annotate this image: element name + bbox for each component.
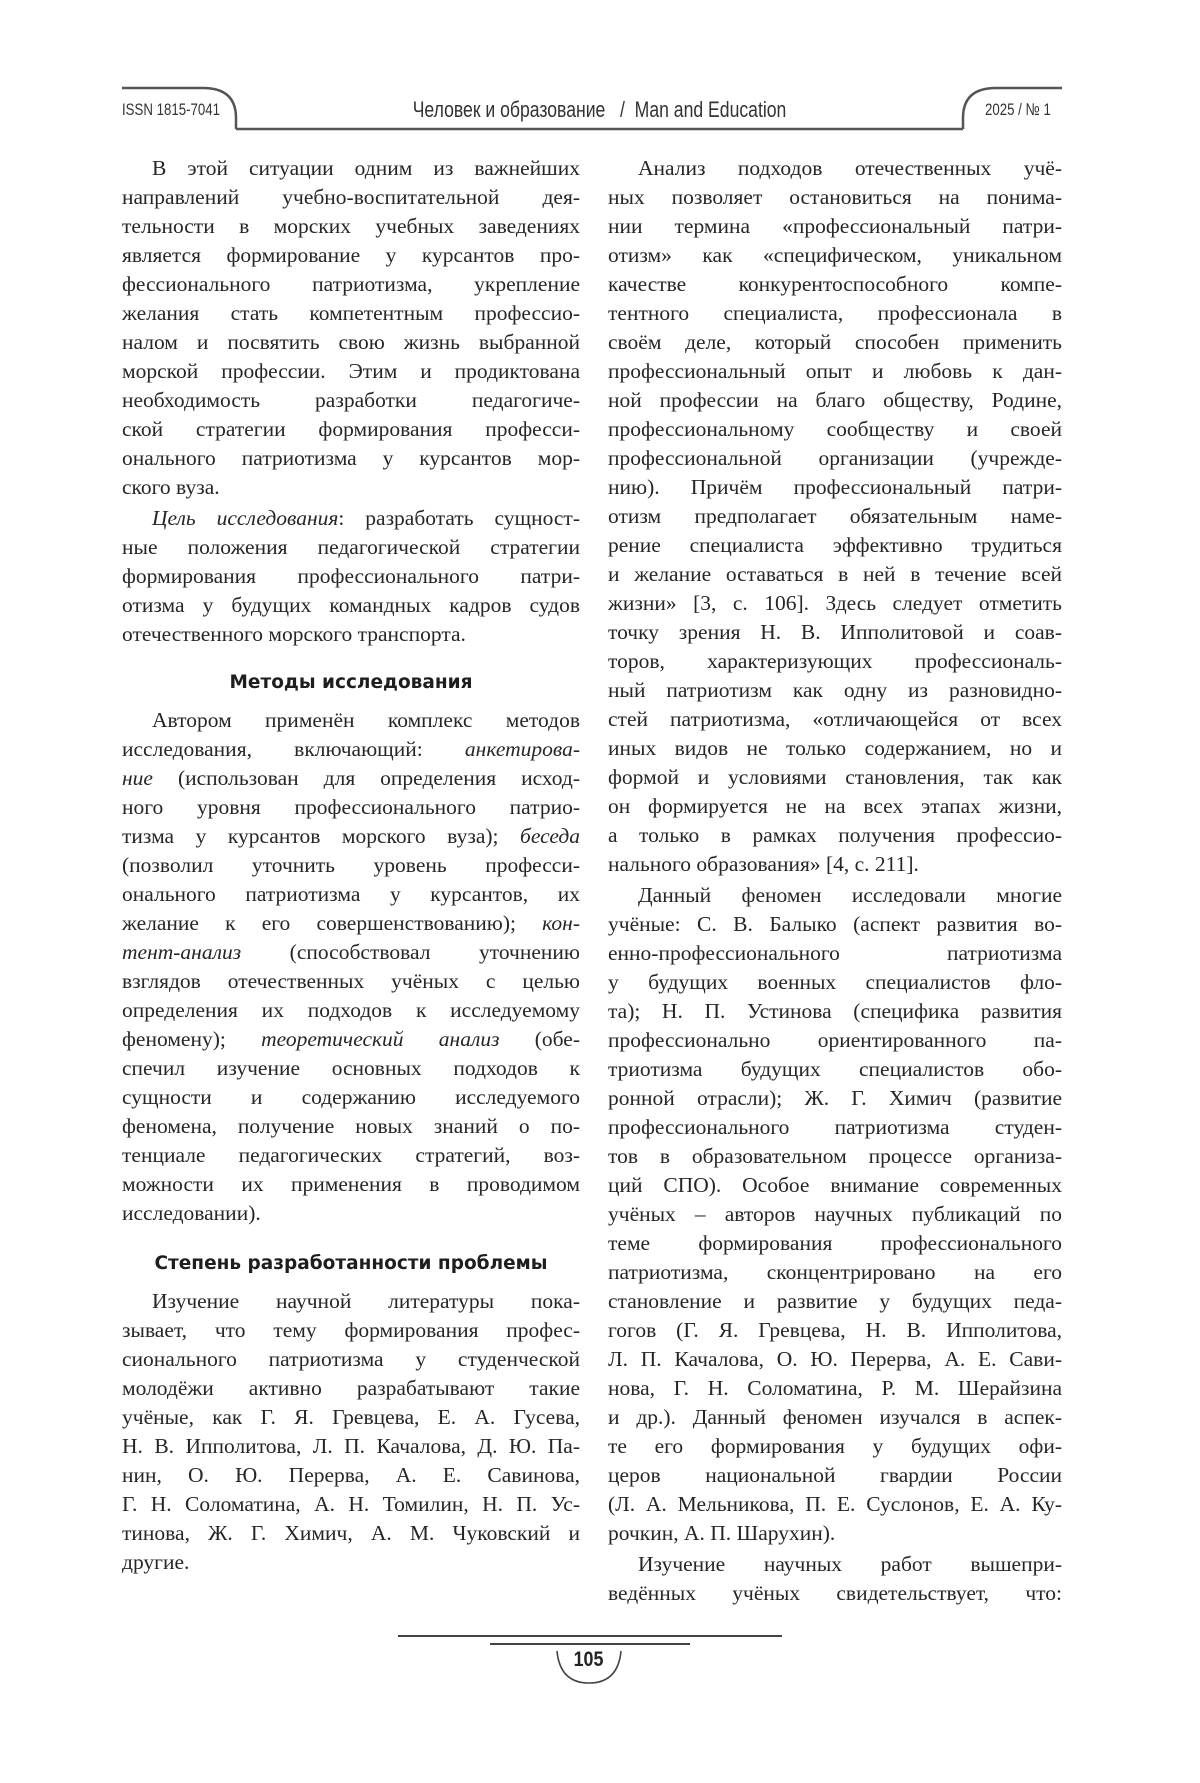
- text-line: и желание оставаться в ней в течение всей: [608, 560, 1062, 589]
- text-line: а только в рамках получения профессио-: [608, 821, 1062, 850]
- text-line: иных видов не только содержанием, но и: [608, 734, 1062, 763]
- text-line: ронной отрасли); Ж. Г. Химич (развитие: [608, 1084, 1062, 1113]
- text-line: [122, 1025, 580, 1054]
- journal-title-text: Человек и образование / Man and Education: [413, 97, 787, 123]
- text-line: Анализ подходов отечественных учё-: [608, 154, 1062, 183]
- text-line: Изучение научной литературы пока-: [122, 1287, 580, 1316]
- italic-term: кон-: [542, 911, 580, 935]
- text-line: сионального патриотизма у студенческой: [122, 1345, 580, 1374]
- text-line: профессионально ориентированного па-: [608, 1026, 1062, 1055]
- paragraph: [608, 154, 1062, 879]
- italic-term: тент-анализ: [122, 940, 241, 964]
- text-line: ций СПО). Особое внимание современных: [608, 1171, 1062, 1200]
- text-line: феномена, получение новых знаний о по-: [122, 1112, 580, 1141]
- text-line: учёные: С. В. Балыко (аспект развития во-: [608, 910, 1062, 939]
- text-line: профессионального патриотизма студен-: [608, 1113, 1062, 1142]
- text-line: точку зрения Н. В. Ипполитовой и соав-: [608, 618, 1062, 647]
- text-line: ной профессии на благо обществу, Родине,: [608, 386, 1062, 415]
- text-line: ные положения педагогической стратегии: [122, 533, 580, 562]
- text-line: отечественного морского транспорта.: [122, 620, 580, 649]
- text-line: торов, характеризующих профессиональ-: [608, 647, 1062, 676]
- right-column: [608, 154, 1062, 1610]
- text-line: (Л. А. Мельникова, П. Е. Суслонов, Е. А. Ку-: [608, 1490, 1062, 1519]
- text-line: желания стать компетентным профессио-: [122, 299, 580, 328]
- text-line: онального патриотизма у курсантов, их: [122, 880, 580, 909]
- text-segment: феномену);: [122, 1027, 261, 1051]
- text-line: (позволил уточнить уровень професси-: [122, 851, 580, 880]
- text-line: нин, О. Ю. Перерва, А. Е. Савинова,: [122, 1461, 580, 1490]
- text-segment: : разработать сущност-: [338, 506, 580, 530]
- text-line: онального патриотизма у курсантов мор-: [122, 444, 580, 473]
- text-line: нального образования» [4, с. 211].: [608, 850, 1062, 879]
- header-issn: ISSN 1815-7041: [122, 100, 220, 120]
- paragraph: [608, 881, 1062, 1548]
- section-heading: Степень разработанности проблемы: [122, 1249, 580, 1278]
- text-line: тельности в морских учебных заведениях: [122, 212, 580, 241]
- text-line: отизм» как «специфическом, уникальном: [608, 241, 1062, 270]
- text-line: ской стратегии формирования професси-: [122, 415, 580, 444]
- text-line: Данный феномен исследовали многие: [608, 881, 1062, 910]
- text-line: жизни» [3, с. 106]. Здесь следует отметить: [608, 589, 1062, 618]
- text-line: необходимость разработки педагогиче-: [122, 386, 580, 415]
- text-line: ного уровня профессионального патрио-: [122, 793, 580, 822]
- text-line: зывает, что тему формирования профес-: [122, 1316, 580, 1345]
- left-column: [122, 154, 580, 1579]
- paragraph: [608, 1550, 1062, 1608]
- text-line: другие.: [122, 1548, 580, 1577]
- text-line: отизм предполагает обязательным наме-: [608, 502, 1062, 531]
- text-line: нии термина «профессиональный патри-: [608, 212, 1062, 241]
- text-line: ных позволяет остановиться на понима-: [608, 183, 1062, 212]
- text-line: является формирование у курсантов про-: [122, 241, 580, 270]
- page-number: [559, 1648, 619, 1672]
- text-line: молодёжи активно разрабатывают такие: [122, 1374, 580, 1403]
- text-line: [122, 735, 580, 764]
- text-line: направлений учебно-воспитательной дея-: [122, 183, 580, 212]
- text-line: триотизма будущих специалистов обо-: [608, 1055, 1062, 1084]
- text-line: [122, 938, 580, 967]
- text-line: нию). Причём профессиональный патри-: [608, 473, 1062, 502]
- italic-term: Цель исследования: [152, 506, 338, 530]
- text-segment: желание к его совершенствованию);: [122, 911, 542, 935]
- text-line: он формируется не на всех этапах жизни,: [608, 792, 1062, 821]
- text-line: спечил изучение основных подходов к: [122, 1054, 580, 1083]
- text-segment: (использован для определения исход-: [153, 766, 580, 790]
- text-line: Изучение научных работ вышепри-: [608, 1550, 1062, 1579]
- text-line: профессиональной организации (учрежде-: [608, 444, 1062, 473]
- text-line: и др.). Данный феномен изучался в аспек-: [608, 1403, 1062, 1432]
- text-line: патриотизма, сконцентрировано на его: [608, 1258, 1062, 1287]
- italic-term: беседа: [520, 824, 580, 848]
- text-line: рение специалиста эффективно трудиться: [608, 531, 1062, 560]
- italic-term: анкетирова-: [465, 737, 580, 761]
- text-line: ского вуза.: [122, 473, 580, 502]
- text-line: фессионального патриотизма, укрепление: [122, 270, 580, 299]
- text-line: [122, 504, 580, 533]
- italic-term: теоретический анализ: [261, 1027, 499, 1051]
- text-line: можности их применения в проводимом: [122, 1170, 580, 1199]
- header-issue: 2025 / № 1: [985, 100, 1051, 120]
- text-line: налом и посвятить свою жизнь выбранной: [122, 328, 580, 357]
- text-line: В этой ситуации одним из важнейших: [122, 154, 580, 183]
- text-line: сущности и содержанию исследуемого: [122, 1083, 580, 1112]
- italic-term: ние: [122, 766, 153, 790]
- text-line: качестве конкурентоспособного компе-: [608, 270, 1062, 299]
- text-line: та); Н. П. Устинова (специфика развития: [608, 997, 1062, 1026]
- text-segment: (обе-: [499, 1027, 580, 1051]
- text-line: [122, 909, 580, 938]
- text-line: нова, Г. Н. Соломатина, Р. М. Шерайзина: [608, 1374, 1062, 1403]
- text-line: Л. П. Качалова, О. Ю. Перерва, А. Е. Сави-: [608, 1345, 1062, 1374]
- text-line: формой и условиями становления, так как: [608, 763, 1062, 792]
- text-line: стей патриотизма, «отличающейся от всех: [608, 705, 1062, 734]
- text-line: профессиональный опыт и любовь к дан-: [608, 357, 1062, 386]
- text-line: учёные, как Г. Я. Гревцева, Е. А. Гусева,: [122, 1403, 580, 1432]
- text-line: Н. В. Ипполитова, Л. П. Качалова, Д. Ю. Па-: [122, 1432, 580, 1461]
- paragraph: [122, 504, 580, 649]
- text-segment: (способствовал уточнению: [241, 940, 580, 964]
- text-line: теме формирования профессионального: [608, 1229, 1062, 1258]
- text-line: рочкин, А. П. Шарухин).: [608, 1519, 1062, 1548]
- text-line: тенциале педагогических стратегий, воз-: [122, 1141, 580, 1170]
- text-segment: тизма у курсантов морского вуза);: [122, 824, 520, 848]
- text-line: церов национальной гвардии России: [608, 1461, 1062, 1490]
- text-line: у будущих военных специалистов фло-: [608, 968, 1062, 997]
- text-line: учёных – авторов научных публикаций по: [608, 1200, 1062, 1229]
- text-line: морской профессии. Этим и продиктована: [122, 357, 580, 386]
- text-line: исследовании).: [122, 1199, 580, 1228]
- text-line: енно-профессионального патриотизма: [608, 939, 1062, 968]
- text-line: ный патриотизм как одну из разновидно-: [608, 676, 1062, 705]
- text-line: своём деле, который способен применить: [608, 328, 1062, 357]
- text-line: тов в образовательном процессе организа-: [608, 1142, 1062, 1171]
- paragraph: [122, 154, 580, 502]
- text-line: становление и развитие у будущих педа-: [608, 1287, 1062, 1316]
- text-line: Автором применён комплекс методов: [122, 706, 580, 735]
- paragraph: [122, 1287, 580, 1577]
- text-line: определения их подходов к исследуемому: [122, 996, 580, 1025]
- text-line: формирования профессионального патри-: [122, 562, 580, 591]
- text-line: отизма у будущих командных кадров судов: [122, 591, 580, 620]
- text-segment: исследования, включающий:: [122, 737, 465, 761]
- paragraph: [122, 706, 580, 1228]
- text-line: ведённых учёных свидетельствует, что:: [608, 1579, 1062, 1608]
- text-line: [122, 764, 580, 793]
- text-line: гогов (Г. Я. Гревцева, Н. В. Ипполитова,: [608, 1316, 1062, 1345]
- text-line: те его формирования у будущих офи-: [608, 1432, 1062, 1461]
- text-line: взглядов отечественных учёных с целью: [122, 967, 580, 996]
- text-line: тентного специалиста, профессионала в: [608, 299, 1062, 328]
- text-line: тинова, Ж. Г. Химич, А. М. Чуковский и: [122, 1519, 580, 1548]
- page-number-text: 105: [574, 1648, 604, 1672]
- text-line: профессиональному сообществу и своей: [608, 415, 1062, 444]
- text-line: [122, 822, 580, 851]
- section-heading: Методы исследования: [122, 668, 580, 697]
- text-line: Г. Н. Соломатина, А. Н. Томилин, Н. П. Ус-: [122, 1490, 580, 1519]
